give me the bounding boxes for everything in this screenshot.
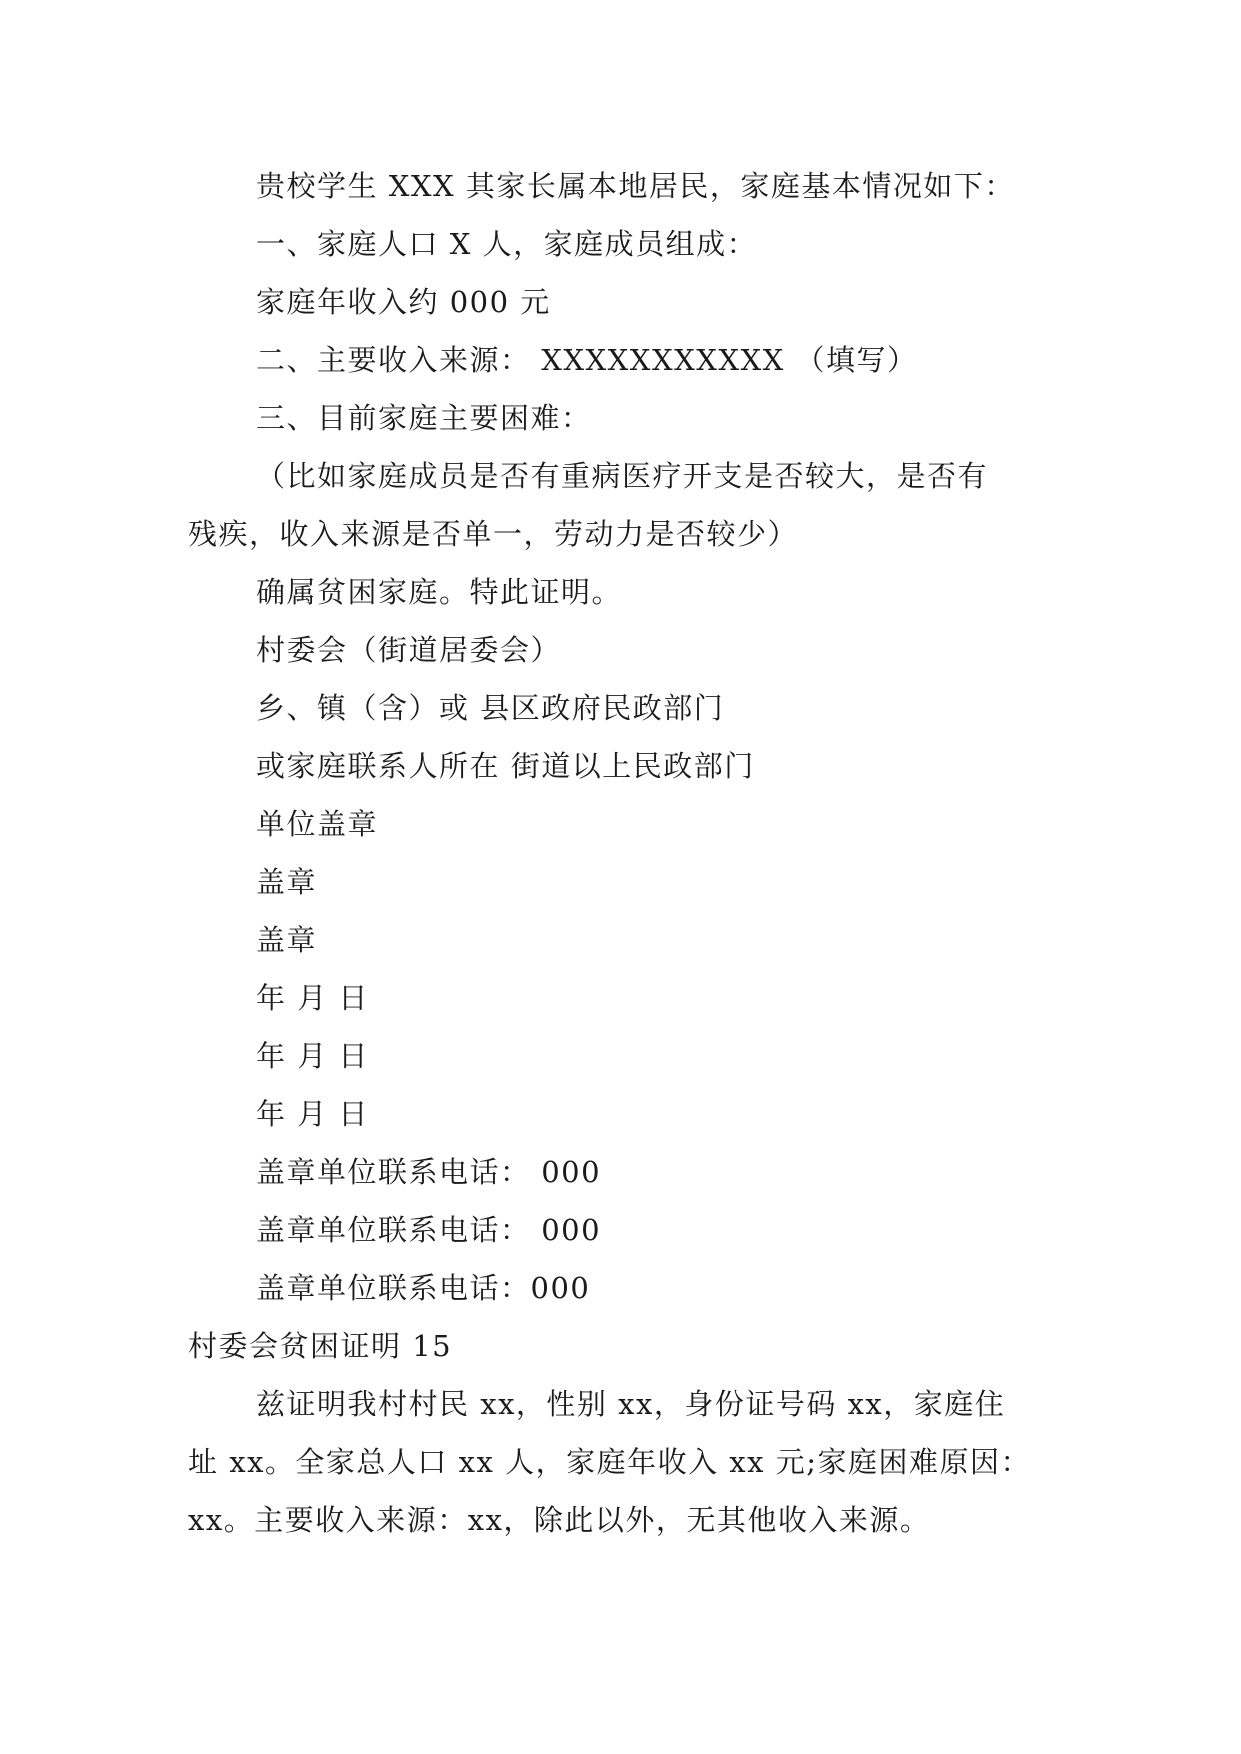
date-line-3: 年 月 日 xyxy=(256,1097,369,1131)
income-source-line: 二、主要收入来源： XXXXXXXXXXX （填写） xyxy=(256,343,918,377)
resident-paragraph-line-2: 址 xx。全家总人口 xx 人，家庭年收入 xx 元;家庭困难原因： xyxy=(188,1445,1031,1479)
contact-phone-line-2: 盖章单位联系电话： 000 xyxy=(256,1213,602,1247)
date-line-2: 年 月 日 xyxy=(256,1039,369,1073)
township-office-line: 乡、镇（含）或 县区政府民政部门 xyxy=(256,691,725,725)
resident-paragraph-line-1: 兹证明我村村民 xx，性别 xx，身份证号码 xx，家庭住 xyxy=(256,1387,1006,1421)
difficulty-heading: 三、目前家庭主要困难： xyxy=(256,401,592,435)
difficulty-note-line-1: （比如家庭成员是否有重病医疗开支是否较大，是否有 xyxy=(256,459,989,493)
household-size-line: 一、家庭人口 X 人，家庭成员组成： xyxy=(256,227,758,261)
certification-line: 确属贫困家庭。特此证明。 xyxy=(256,575,623,609)
unit-seal-line: 单位盖章 xyxy=(256,807,379,841)
contact-phone-line-3: 盖章单位联系电话：000 xyxy=(256,1271,591,1305)
section-title: 村委会贫困证明 15 xyxy=(188,1329,453,1363)
difficulty-note-line-2: 残疾，收入来源是否单一，劳动力是否较少） xyxy=(188,517,799,551)
resident-paragraph-line-3: xx。主要收入来源：xx，除此以外，无其他收入来源。 xyxy=(188,1503,931,1537)
village-committee-line: 村委会（街道居委会） xyxy=(256,633,562,667)
street-office-line: 或家庭联系人所在 街道以上民政部门 xyxy=(256,749,755,783)
annual-income-line: 家庭年收入约 000 元 xyxy=(256,285,551,319)
date-line-1: 年 月 日 xyxy=(256,981,369,1015)
seal-line-1: 盖章 xyxy=(256,865,318,899)
intro-line: 贵校学生 XXX 其家长属本地居民，家庭基本情况如下： xyxy=(256,169,1015,203)
contact-phone-line-1: 盖章单位联系电话： 000 xyxy=(256,1155,602,1189)
seal-line-2: 盖章 xyxy=(256,923,318,957)
